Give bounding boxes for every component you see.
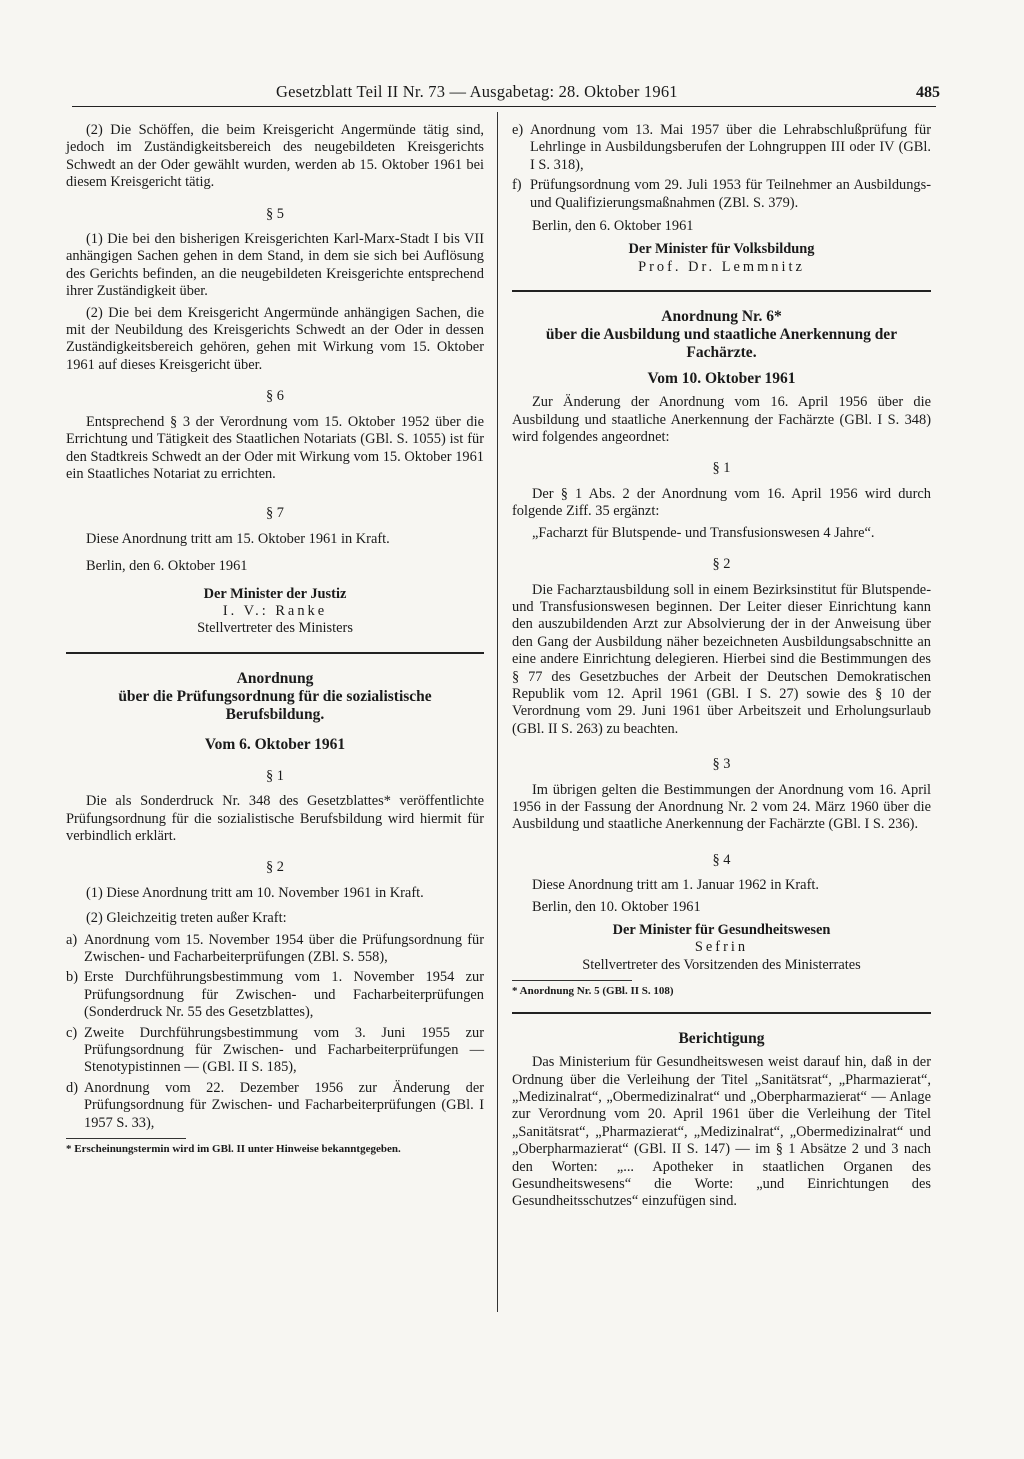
- section-5-paragraph-1: (1) Die bei den bisherigen Kreisgerichten Karl-Marx-Stadt I bis VII anhängigen Sachen gehen in dem Stand, in dem sie sich bei Auflösung des Gerichts befinden, an die neugebildeten Kreisgerichte entsprechend ihrer Zuständigkeit über.: [66, 231, 484, 300]
- anordnung-section-1-paragraph: Die als Sonderdruck Nr. 348 des Gesetzblattes* veröffentlichte Prüfungsordnung für die sozialistische Berufsbildung wird hiermit für verbindlich erklärt.: [66, 793, 484, 844]
- signer-role: Stellvertreter des Vorsitzenden des Ministerrates: [582, 956, 861, 973]
- list-item-label: f): [512, 177, 522, 194]
- anordnung-6-section-3-paragraph: Im übrigen gelten die Bestimmungen der Anordnung vom 16. April 1956 in der Fassung der Anordnung Nr. 2 vom 24. März 1960 über die Ausbildung und staatliche Anerkennung der Fachärzte (GBl. I S. 236).: [512, 781, 931, 833]
- list-item-text: Anordnung vom 15. November 1954 über die Prüfungsordnung für Zwischen- und Facharbeiterprüfungen (ZBl. S. 558),: [84, 931, 484, 965]
- anordnung-title: Anordnung: [236, 669, 314, 687]
- list-item-label: c): [66, 1024, 78, 1041]
- section-6-paragraph: Entsprechend § 3 der Verordnung vom 15. Oktober 1952 über die Errichtung und Tätigkeit des Staatlichen Notariats (GBl. S. 1055) ist für den Stadtkreis Schwedt an der Oder mit Wirkung vom 15. Oktober 1961 ein Staatliches Notariat zu errichten.: [66, 413, 484, 482]
- minister-title: Der Minister für Gesundheitswesen: [612, 922, 831, 938]
- list-item: [512, 177, 931, 212]
- anordnung-section-1-heading: § 1: [266, 767, 284, 784]
- list-item: [512, 122, 931, 174]
- berichtigung-paragraph: Das Ministerium für Gesundheitswesen weist darauf hin, daß in der Ordnung über die Verleihung der Titel „Sanitätsrat“, „Pharmazierat“, „Medizinalrat“, „Obermedizinalrat“ und „Oberpharmazierat“ — Anlage zur Verordnung vom 20. April 1961 über die Verleihung der Titel „Sanitätsrat“, „Pharmazierat“, „Medizinalrat“, „Obermedizinalrat“ und „Oberpharmazierat“ (GBl. II S. 147) — im § 1 Absätze 2 und 3 nach den Worten: „... Apotheker in staatlichen Organen des Gesundheitswesens“ die Worte: „und Einrichtungen des Gesundheitsschutzes“ einzufügen sind.: [512, 1054, 931, 1210]
- anordnung-6-section-3-heading: § 3: [712, 756, 731, 773]
- place-date: Berlin, den 10. Oktober 1961: [532, 898, 701, 915]
- paragraph-schoeffen: (2) Die Schöffen, die beim Kreisgericht Angermünde tätig sind, jedoch im Zuständigkeitsbereich des neugebildeten Kreisgerichts Schwedt an der Oder gewählt wurden, werden ab 15. Oktober 1961 bei diesem Kreisgericht tätig.: [66, 122, 484, 191]
- header-title: Gesetzblatt Teil II Nr. 73 — Ausgabetag: 28. Oktober 1961: [276, 82, 678, 101]
- signer-name: Prof. Dr. Lemmnitz: [638, 258, 805, 275]
- footnote: * Anordnung Nr. 5 (GBl. II S. 108): [512, 985, 674, 998]
- place-date: Berlin, den 6. Oktober 1961: [532, 218, 694, 235]
- page-number: 485: [916, 84, 940, 101]
- section-rule: [512, 290, 931, 292]
- section-rule: [66, 652, 484, 654]
- page-header: [72, 82, 940, 107]
- section-6-heading: § 6: [266, 388, 284, 405]
- anordnung-6-section-1-paragraph: Der § 1 Abs. 2 der Anordnung vom 16. April 1956 wird durch folgende Ziff. 35 ergänzt:: [512, 485, 931, 520]
- list-item-text: Zweite Durchführungsbestimmung vom 3. Juni 1955 zur Prüfungsordnung für Zwischen- und Facharbeiterprüfungen — Stenotypistinnen — (GBl. II S. 185),: [84, 1024, 484, 1076]
- list-item: [66, 969, 484, 1021]
- anordnung-section-2-paragraph-2: (2) Gleichzeitig treten außer Kraft:: [86, 910, 287, 927]
- repealed-list: [66, 932, 484, 1132]
- anordnung-section-2-heading: § 2: [266, 859, 284, 876]
- signer-name: I. V.: Ranke: [222, 602, 328, 619]
- left-column: [66, 122, 484, 1156]
- repealed-list-continued: [512, 122, 931, 212]
- right-column: [512, 122, 931, 1215]
- list-item: [66, 1080, 484, 1132]
- anordnung-6-section-1-quote: „Facharzt für Blutspende- und Transfusionswesen 4 Jahre“.: [532, 524, 875, 541]
- column-divider: [497, 112, 498, 1312]
- list-item-text: Erste Durchführungsbestimmung vom 1. November 1954 zur Prüfungsordnung für Zwischen- und Facharbeiterprüfungen (Sonderdruck Nr. 55 des Gesetzblattes),: [84, 969, 484, 1021]
- list-item-label: b): [66, 969, 78, 986]
- list-item-label: d): [66, 1079, 78, 1096]
- list-item: [66, 932, 484, 967]
- signer-role: Stellvertreter des Ministers: [197, 620, 353, 637]
- place-date: Berlin, den 6. Oktober 1961: [86, 558, 248, 575]
- signer-name: Sefrin: [694, 939, 749, 956]
- list-item-text: Prüfungsordnung vom 29. Juli 1953 für Teilnehmer an Ausbildungs- und Qualifizierungsmaßnahmen (ZBl. S. 379).: [530, 177, 931, 211]
- list-item-label: a): [66, 931, 78, 948]
- list-item: [66, 1025, 484, 1077]
- section-rule: [512, 1012, 931, 1014]
- anordnung-6-section-4-paragraph: Diese Anordnung tritt am 1. Januar 1962 in Kraft.: [532, 877, 819, 894]
- anordnung-section-2-paragraph-1: (1) Diese Anordnung tritt am 10. November 1961 in Kraft.: [86, 884, 424, 901]
- list-item-label: e): [512, 122, 524, 138]
- list-item-text: Anordnung vom 13. Mai 1957 über die Lehrabschlußprüfung für Lehrlinge in Ausbildungsberufen der Lohngruppen III oder IV (GBl. I S. 318),: [530, 122, 931, 173]
- anordnung-6-section-2-paragraph: Die Facharztausbildung soll in einem Bezirksinstitut für Blutspende- und Transfusionswesen beginnen. Der Leiter dieser Einrichtung kann den auszubildenden Arzt zur Absolvierung der in der Anweisung über den Gang der Ausbildung näher bezeichneten Ausbildungsabschnitte an eine andere Einrichtung delegieren. Hierbei sind die Bestimmungen des § 77 des Gesetzbuches der Arbeit der Deutschen Demokratischen Republik vom 12. April 1961 (GBl. I S. 27) sowie des § 10 der Verordnung vom 29. Juni 1961 über Arbeitszeit und Erholungsurlaub (GBl. II S. 263) zu beachten.: [512, 581, 931, 737]
- footnote-rule: [66, 1138, 186, 1139]
- section-7-heading: § 7: [266, 505, 284, 522]
- berichtigung-title: Berichtigung: [678, 1030, 765, 1048]
- anordnung-6-intro: Zur Änderung der Anordnung vom 16. April 1956 über die Ausbildung und staatliche Anerkennung der Fachärzte (GBl. I S. 348) wird folgendes angeordnet:: [512, 394, 931, 446]
- minister-title: Der Minister der Justiz: [203, 585, 347, 602]
- anordnung-date: Vom 6. Oktober 1961: [204, 735, 346, 753]
- anordnung-6-section-1-heading: § 1: [712, 460, 731, 477]
- anordnung-subtitle: über die Prüfungsordnung für die sozialistische Berufsbildung.: [118, 687, 432, 723]
- list-item-text: Anordnung vom 22. Dezember 1956 zur Änderung der Prüfungsordnung für Zwischen- und Facharbeiterprüfungen (GBl. I 1957 S. 33),: [84, 1079, 484, 1131]
- anordnung-6-section-4-heading: § 4: [712, 851, 731, 868]
- section-5-heading: § 5: [266, 205, 284, 222]
- anordnung-6-title: Anordnung Nr. 6*: [661, 308, 782, 326]
- anordnung-6-subtitle: über die Ausbildung und staatliche Anerkennung der Fachärzte.: [545, 326, 898, 362]
- anordnung-6-date: Vom 10. Oktober 1961: [647, 370, 796, 388]
- anordnung-6-section-2-heading: § 2: [712, 556, 731, 573]
- minister-title: Der Minister für Volksbildung: [628, 241, 815, 258]
- footnote: * Erscheinungstermin wird im GBl. II unter Hinweise bekanntgegeben.: [66, 1143, 401, 1156]
- section-5-paragraph-2: (2) Die bei dem Kreisgericht Angermünde anhängigen Sachen, die mit der Neubildung des Kreisgerichts Schwedt an der Oder in dessen Zuständigkeitsbereich gehören, gehen mit Wirkung vom 15. Oktober 1961 auf dieses Kreisgericht über.: [66, 304, 484, 373]
- footnote-rule: [512, 980, 632, 981]
- section-7-paragraph: Diese Anordnung tritt am 15. Oktober 1961 in Kraft.: [86, 530, 390, 547]
